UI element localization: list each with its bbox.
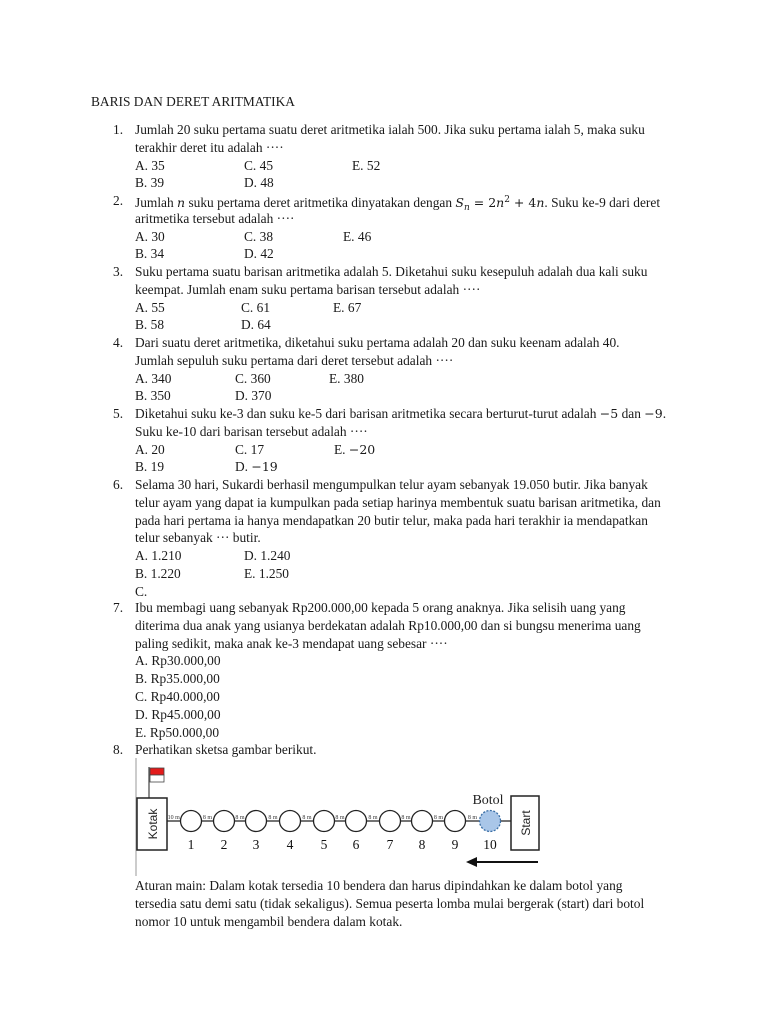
question-number: 8.	[113, 742, 124, 757]
station-circle	[314, 811, 335, 832]
option-b: B. 34	[135, 246, 165, 262]
station-circle	[280, 811, 301, 832]
question-text-line: Perhatikan sketsa gambar berikut.	[135, 742, 317, 757]
station-number: 8	[418, 837, 426, 852]
station-circle	[445, 811, 466, 832]
option-d: D. 1.240	[244, 548, 291, 564]
question-text-line: Suku ke-10 dari barisan tersebut adalah ····	[135, 423, 368, 439]
option-e: E. 52	[352, 157, 381, 173]
distance-label: 8 m	[302, 815, 312, 821]
option-e: E. 380	[329, 370, 364, 386]
option-d: D. Rp45.000,00	[135, 706, 221, 722]
option-e: E. −20	[334, 441, 376, 457]
option-a: A. 340	[135, 370, 172, 386]
station-number: 7	[386, 837, 394, 852]
option-e: E. 46	[343, 228, 372, 244]
options-row	[135, 441, 695, 459]
question-text-line: Ibu membagi uang sebanyak Rp200.000,00 kepada 5 orang anaknya. Jika selisih uang yang	[135, 600, 626, 615]
option-d: D. 64	[241, 317, 271, 333]
distance-label: 8 m	[268, 815, 278, 821]
question-text-line: diterima dua anak yang usianya berdekatan adalah Rp10.000,00 dan si bungsu menerima uang	[135, 617, 641, 633]
flag-icon	[149, 767, 164, 798]
station-number: 3	[252, 837, 260, 852]
station-circle	[346, 811, 367, 832]
option-c: C. 17	[235, 441, 265, 457]
question-body	[135, 476, 695, 601]
question-body	[135, 263, 695, 334]
station-circle	[181, 811, 202, 832]
option-a: A. 35	[135, 157, 165, 173]
distance-label: 8 m	[467, 815, 478, 821]
question-number: 7.	[113, 600, 124, 615]
option-e: E. 1.250	[244, 565, 290, 581]
option-c: C. 38	[244, 228, 274, 244]
question-text-line: pada hari pertama ia hanya mendapatkan 20 butir telur, maka pada hari terakhir ia mendapatkan	[135, 512, 648, 528]
distance-label: 8 m	[335, 815, 345, 821]
option-b: B. 19	[135, 459, 165, 475]
station-circle	[412, 811, 433, 832]
question-text-line	[135, 192, 695, 213]
options-row	[135, 316, 695, 334]
option-d: D. 370	[235, 388, 272, 404]
station-number: 5	[320, 837, 328, 852]
question-text-line	[135, 405, 695, 423]
options-row	[135, 228, 695, 246]
rules-text-line: tersedia satu demi satu (tidak sekaligus). Semua peserta lomba mulai bergerak (start) dari botol	[135, 895, 645, 911]
question-text-line: Suku pertama suatu barisan aritmetika adalah 5. Diketahui suku kesepuluh adalah dua kali suku	[135, 264, 648, 279]
station-number: 10	[483, 837, 497, 852]
box-label: Kotak	[146, 808, 160, 840]
option-b: B. 58	[135, 317, 165, 333]
question-text-line: Jumlah 20 suku pertama suatu deret aritmetika ialah 500. Jika suku pertama ialah 5, maka suku	[135, 122, 645, 137]
math-value: −5	[599, 406, 619, 421]
station-number: 2	[220, 837, 228, 852]
rules-text-line: nomor 10 untuk mengambil bendera dalam kotak.	[135, 913, 403, 929]
game-rules	[135, 877, 675, 930]
distance-label: 8 m	[401, 815, 411, 821]
option-c: C. 61	[241, 299, 271, 315]
distance-label: 10 m	[167, 815, 180, 821]
document-title: BARIS DAN DERET ARITMATIKA	[91, 94, 295, 109]
options-row	[135, 157, 695, 175]
question-text-line: Jumlah sepuluh suku pertama dari deret tersebut adalah ····	[135, 352, 454, 368]
option-d: D. −19	[235, 459, 278, 475]
question-text-line: keempat. Jumlah enam suku pertama barisan tersebut adalah ····	[135, 281, 481, 297]
option-b: B. 1.220	[135, 565, 181, 581]
math-value: −9	[644, 406, 663, 421]
question-text: dan	[618, 406, 645, 421]
option-a: A. 1.210	[135, 548, 182, 564]
question-body	[135, 192, 695, 263]
distance-label: 8 m	[433, 815, 444, 821]
station-number: 1	[187, 837, 195, 852]
options-row	[135, 583, 695, 601]
question-text-line: paling sedikit, maka anak ke-3 mendapat uang sebesar ····	[135, 635, 448, 651]
bottle-circle	[480, 811, 501, 832]
question-text: Diketahui suku ke-3 dan suku ke-5 dari barisan aritmetika secara berturut-turut adalah	[135, 406, 600, 421]
distance-label: 8 m	[235, 815, 245, 821]
question-text-line: aritmetika tersebut adalah ····	[135, 210, 295, 226]
question-number: 6.	[113, 477, 124, 492]
relay-race-diagram	[130, 758, 560, 878]
start-label: Start	[519, 810, 533, 836]
option-c: C.	[135, 583, 148, 599]
question-number: 5.	[113, 406, 124, 421]
options-row	[135, 458, 695, 476]
question-body	[135, 121, 695, 192]
math-formula: $S_n = 2n^2 + 4n$	[455, 195, 545, 213]
options-row	[135, 299, 695, 317]
station-number: 4	[286, 837, 294, 852]
question-number: 3.	[113, 264, 124, 279]
question-text: suku pertama deret aritmetika dinyatakan dengan	[185, 195, 456, 210]
question-text-line: Dari suatu deret aritmetika, diketahui suku pertama adalah 20 dan suku keenam adalah 40.	[135, 335, 620, 350]
option-e: E. 67	[333, 299, 362, 315]
box-start	[511, 796, 539, 850]
question-text: .	[662, 406, 667, 421]
left-arrow-icon	[466, 857, 538, 867]
option-b: B. 39	[135, 175, 165, 191]
question-text-line: Selama 30 hari, Sukardi berhasil mengumpulkan telur ayam sebanyak 19.050 butir. Jika banyak	[135, 477, 648, 492]
options-list	[135, 652, 695, 741]
question-text-line: terakhir deret itu adalah ····	[135, 139, 284, 155]
question-number: 4.	[113, 335, 124, 350]
bottle-chain	[167, 811, 511, 853]
station-number: 6	[352, 837, 360, 852]
rules-text-line: Aturan main: Dalam kotak tersedia 10 bendera dan harus dipindahkan ke dalam botol yang	[135, 878, 623, 893]
option-c: C. Rp40.000,00	[135, 688, 220, 704]
question-body	[135, 405, 695, 476]
option-c: C. 45	[244, 157, 274, 173]
option-b: B. 350	[135, 388, 171, 404]
bottle-label: Botol	[472, 793, 504, 808]
options-row	[135, 565, 695, 583]
options-row	[135, 174, 695, 192]
question-text: Jumlah	[135, 195, 178, 210]
station-number: 9	[451, 837, 459, 852]
question-body	[135, 741, 695, 759]
box-kotak	[137, 798, 167, 850]
option-a: A. 55	[135, 299, 165, 315]
distance-label: 8 m	[202, 815, 213, 821]
options-row	[135, 387, 695, 405]
option-d: D. 42	[244, 246, 274, 262]
question-number: 2.	[113, 193, 124, 208]
option-b: B. Rp35.000,00	[135, 671, 220, 687]
options-row	[135, 547, 695, 565]
station-circle	[214, 811, 235, 832]
station-circle	[246, 811, 267, 832]
option-a: A. 20	[135, 441, 165, 457]
options-row	[135, 370, 695, 388]
option-d: D. 48	[244, 175, 274, 191]
options-row	[135, 245, 695, 263]
distance-label: 8 m	[368, 815, 378, 821]
option-c: C. 360	[235, 370, 271, 386]
station-circle	[380, 811, 401, 832]
option-a: A. Rp30.000,00	[135, 653, 221, 669]
question-body	[135, 334, 695, 405]
question-text-line: telur ayam yang dapat ia kumpulkan pada setiap harinya membentuk suatu barisan aritmetika, dan	[135, 494, 661, 510]
question-body	[135, 599, 695, 741]
option-e: E. Rp50.000,00	[135, 724, 220, 740]
question-text-line: telur sebanyak ··· butir.	[135, 530, 261, 546]
option-a: A. 30	[135, 228, 165, 244]
math-variable: n	[177, 195, 186, 210]
question-text: . Suku ke-9 dari deret	[544, 195, 661, 210]
question-number: 1.	[113, 122, 124, 137]
